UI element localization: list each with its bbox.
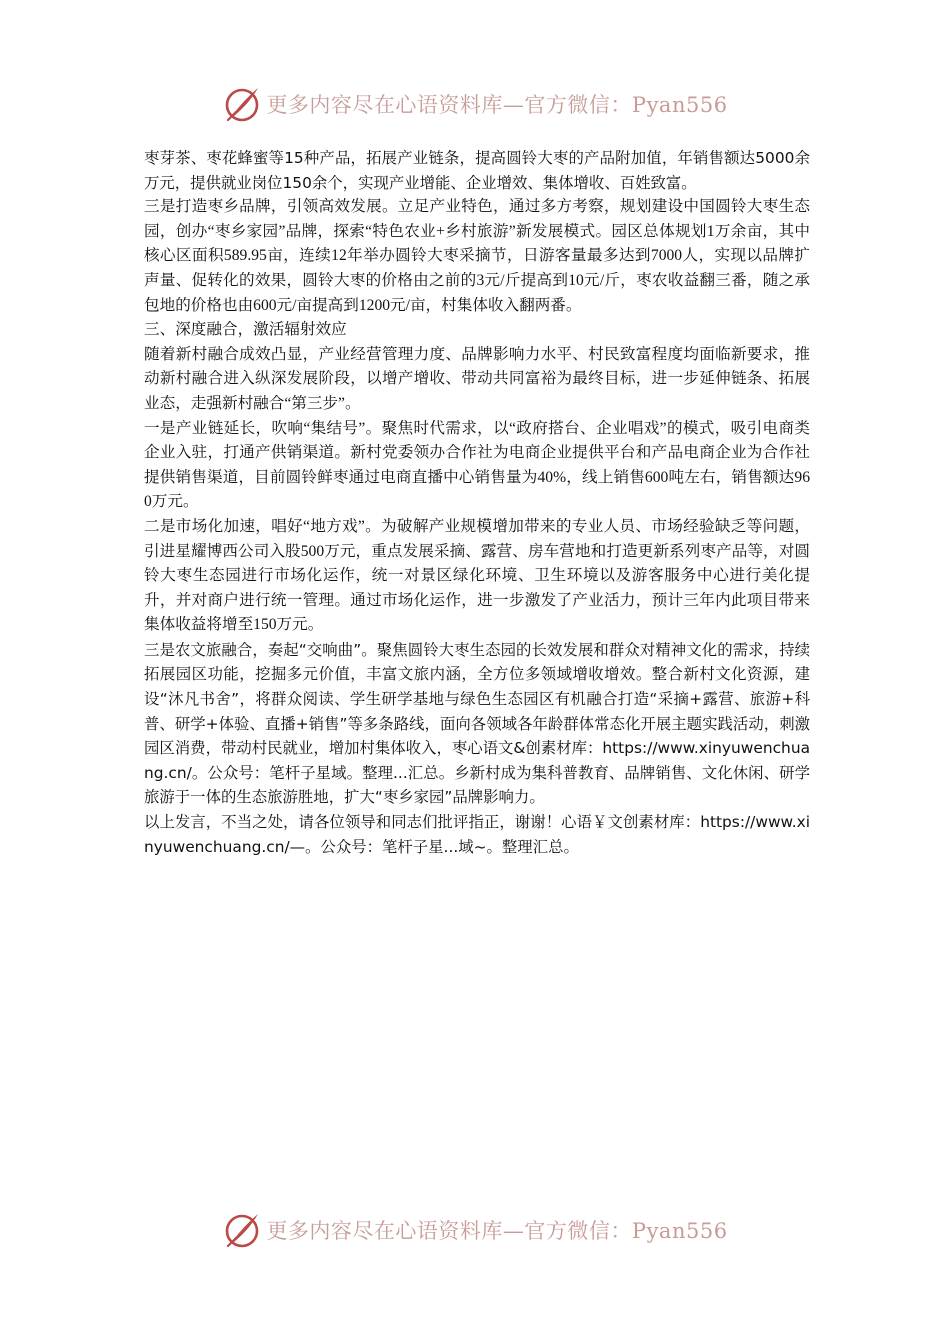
paragraph: 随着新村融合成效凸显，产业经营管理力度、品牌影响力水平、村民致富程度均面临新要求，推动新村融合进入纵深发展阶段，以增产增收、带动共同富裕为最终目标，进一步延伸链条、拓展业态，走强新村融合“第三步”。 <box>144 345 810 412</box>
quill-logo-icon <box>222 84 262 124</box>
paragraph: 二是市场化加速，唱好“地方戏”。为破解产业规模增加带来的专业人员、市场经验缺乏等问题，引进星耀博西公司入股500万元，重点发展采摘、露营、房车营地和打造更新系列枣产品等，对圆铃大枣生态园进行市场化运作，统一对景区绿化环境、卫生环境以及游客服务中心进行美化提升，并对商户进行统一管理。通过市场化运作，进一步激发了产业活力，预计三年内此项目带来集体收益将增至150万元。 <box>144 517 810 634</box>
section-heading: 三、深度融合，激活辐射效应 <box>144 321 347 339</box>
closing-paragraph: 以上发言，不当之处，请各位领导和同志们批评指正，谢谢！心语￥文创素材库：https://www.xinyuwenchuang.cn/—。公众号：笔杆子星...域~。整理汇总。 <box>144 813 810 856</box>
document-body <box>144 146 810 859</box>
paragraph: 一是产业链延长，吹响“集结号”。聚焦时代需求，以“政府搭台、企业唱戏”的模式，吸引电商类企业入驻，打通产供销渠道。新村党委领办合作社为电商企业提供平台和产品电商企业为合作社提供销售渠道，目前圆铃鲜枣通过电商直播中心销售量为40%，线上销售600吨左右，销售额达960万元。 <box>144 419 810 511</box>
banner-text: 更多内容尽在心语资料库—官方微信：Pyan556 <box>266 1219 728 1243</box>
paragraph: 枣芽茶、枣花蜂蜜等15种产品，拓展产业链条，提高圆铃大枣的产品附加值，年销售额达5000余万元，提供就业岗位150余个，实现产业增能、企业增效、集体增收、百姓致富。 <box>144 149 810 192</box>
paragraph: 三是农文旅融合，奏起“交响曲”。聚焦圆铃大枣生态园的长效发展和群众对精神文化的需求，持续拓展园区功能，挖掘多元价值，丰富文旅内涵，全方位多领域增收增效。整合新村文化资源，建设“沐凡书舍”，将群众阅读、学生研学基地与绿色生态园区有机融合打造“采摘+露营、旅游+科普、研学+体验、直播+销售”等多条路线，面向各领域各年龄群体常态化开展主题实践活动，刺激园区消费，带动村民就业，增加村集体收入，枣心语文&创素材库：https://www.xinyuwenchuang.cn/。公众号：笔杆子星域。整理...汇总。乡新村成为集科普教育、品牌销售、文化休闲、研学旅游于一体的生态旅游胜地，扩大“枣乡家园”品牌影响力。 <box>144 640 810 807</box>
header-banner <box>0 82 950 126</box>
quill-logo-icon <box>222 1210 262 1250</box>
paragraph: 三是打造枣乡品牌，引领高效发展。立足产业特色，通过多方考察，规划建设中国圆铃大枣生态园，创办“枣乡家园”品牌，探索“特色农业+乡村旅游”新发展模式。园区总体规划1万余亩，其中核心区面积589.95亩，连续12年举办圆铃大枣采摘节，日游客量最多达到7000人，实现以品牌扩声量、促转化的效果，圆铃大枣的价格由之前的3元/斤提高到10元/斤，枣农收益翻三番，随之承包地的价格也由600元/亩提高到1200元/亩，村集体收入翻两番。 <box>144 198 810 314</box>
footer-banner <box>0 1208 950 1252</box>
banner-text: 更多内容尽在心语资料库—官方微信：Pyan556 <box>266 93 728 117</box>
